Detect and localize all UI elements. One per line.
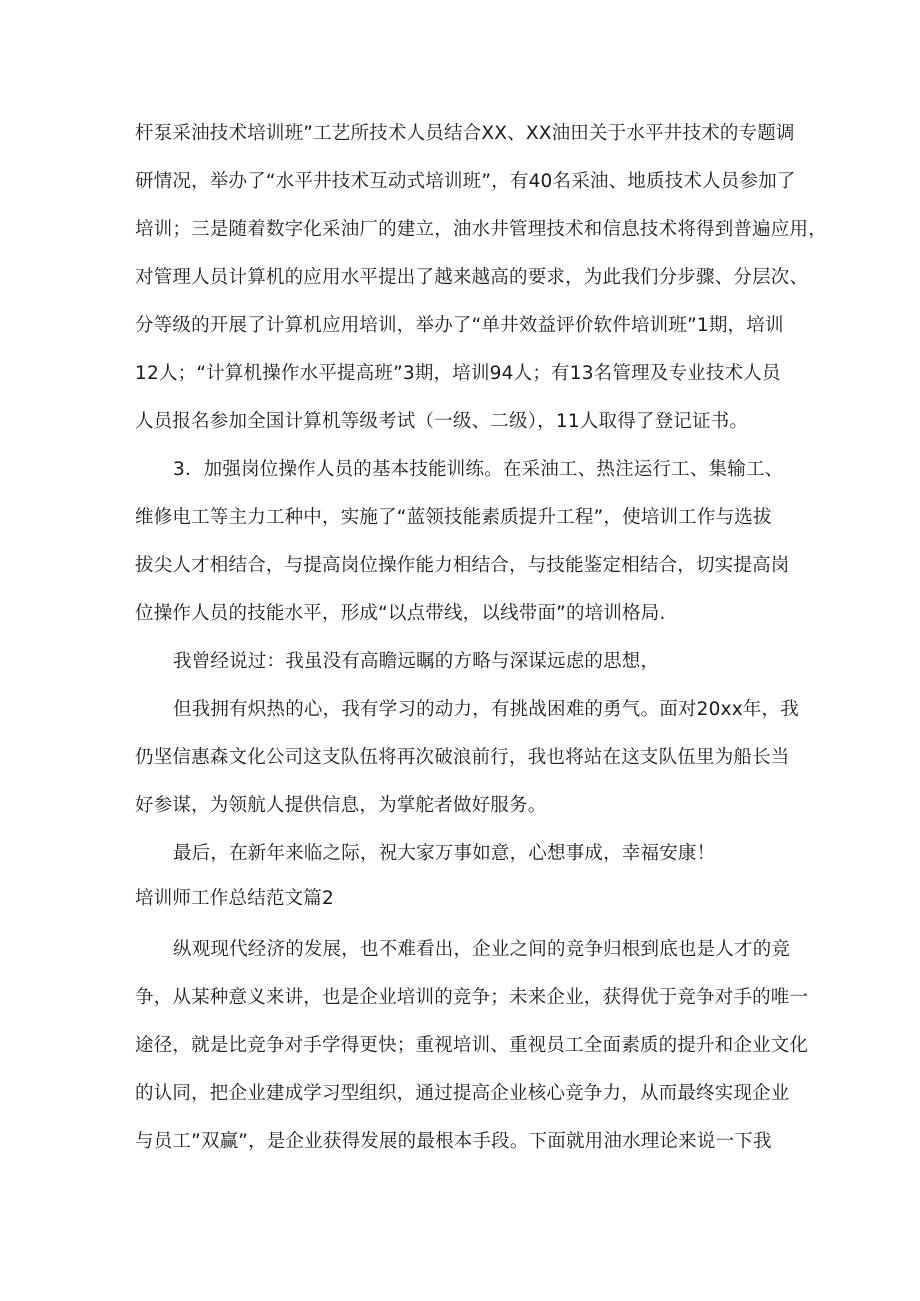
paragraph-line: 12人；“计算机操作水平提高班”3期，培训94人；有13名管理及专业技术人员 [135,363,781,384]
paragraph-line: 仍坚信惠森文化公司这支队伍将再次破浪前行，我也将站在这支队伍里为船长当 [135,747,790,768]
paragraph-line: 分等级的开展了计算机应用培训，举办了“单井效益评价软件培训班”1期，培训 [135,315,784,336]
paragraph-line: 最后，在新年来临之际，祝大家万事如意，心想事成，幸福安康！ [173,843,716,864]
paragraph-line: 维修电工等主力工种中，实施了“蓝领技能素质提升工程”，使培训工作与选拔 [135,507,772,528]
paragraph-line: 争，从某种意义来讲，也是企业培训的竞争；未来企业，获得优于竞争对手的唯一 [135,987,809,1008]
paragraph-line: 对管理人员计算机的应用水平提出了越来越高的要求，为此我们分步骤、分层次、 [135,267,809,288]
paragraph-line: 杆泵采油技术培训班”工艺所技术人员结合XX、XX油田关于水平井技术的专题调 [135,123,795,144]
paragraph-line: 纵观现代经济的发展，也不难看出，企业之间的竞争归根到底也是人才的竞 [173,939,791,960]
section-heading: 培训师工作总结范文篇2 [135,888,334,909]
paragraph-line: 但我拥有炽热的心，我有学习的动力，有挑战困难的勇气。面对20xx年，我 [173,699,799,720]
paragraph-line: 3．加强岗位操作人员的基本技能训练。在采油工、热注运行工、集输工、 [173,459,784,480]
paragraph-line: 好参谋，为领航人提供信息，为掌舵者做好服务。 [135,795,547,816]
paragraph-line: 人员报名参加全国计算机等级考试（一级、二级），11人取得了登记证书。 [135,411,749,432]
paragraph-line: 拔尖人才相结合，与提高岗位操作能力相结合，与技能鉴定相结合，切实提高岗 [135,555,790,576]
paragraph-line: 的认同，把企业建成学习型组织，通过提高企业核心竞争力，从而最终实现企业 [135,1083,790,1104]
paragraph-line: 位操作人员的技能水平，形成“以点带线，以线带面”的培训格局. [135,603,666,624]
paragraph-line: 途径，就是比竞争对手学得更快；重视培训、重视员工全面素质的提升和企业文化 [135,1035,809,1056]
paragraph-line: 研情况，举办了“水平井技术互动式培训班”，有40名采油、地质技术人员参加了 [135,171,796,192]
paragraph-line: 培训；三是随着数字化采油厂的建立，油水井管理技术和信息技术将得到普遍应用， [135,219,827,240]
paragraph-line: 与员工”双赢”，是企业获得发展的最根本手段。下面就用油水理论来说一下我 [135,1131,772,1152]
paragraph-line: 我曾经说过：我虽没有高瞻远瞩的方略与深谋远虑的思想， [173,651,660,672]
